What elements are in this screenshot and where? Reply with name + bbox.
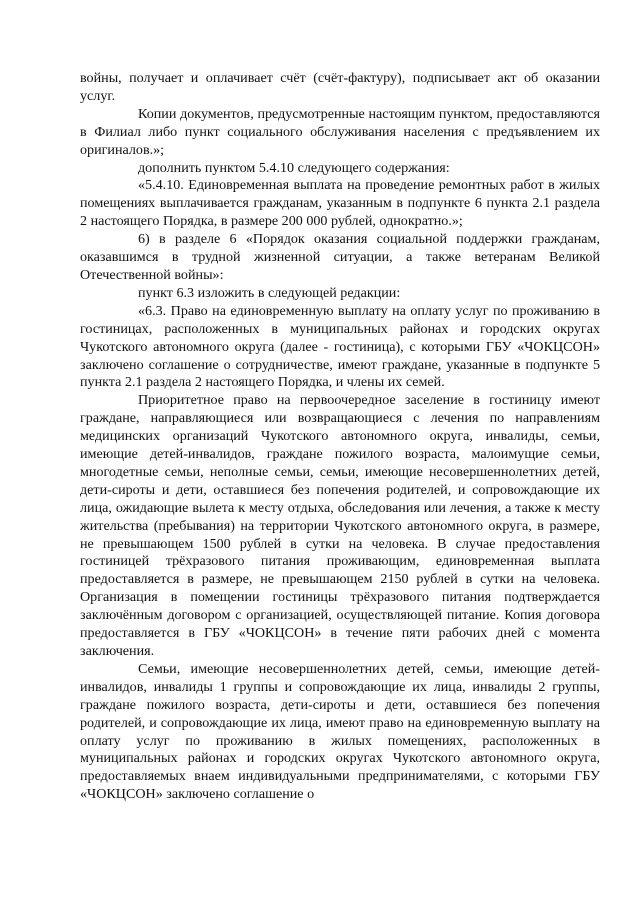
paragraph-point-5-4-10: «5.4.10. Единовременная выплата на проведение ремонтных работ в жилых помещениях выплачивается гражданам, указанным в подпункте 6 пункта 2.1 раздела 2 настоящего Порядка, в размере 200 000 рублей, однократно.»; — [80, 177, 600, 230]
paragraph-families-right: Семьи, имеющие несовершеннолетних детей, семьи, имеющие детей-инвалидов, инвалиды 1 группы и сопровождающие их лица, инвалиды 2 группы, граждане пожилого возраста, дети-сироты и дети, оставшиеся без попечения родителей, и сопровождающие их лица, имеют право на единовременную выплату на оплату услуг по проживанию в жилых помещениях, расположенных в муниципальных районах и городских округах Чукотского автономного округа, предоставляемых внаем индивидуальными предпринимателями, с которыми ГБУ «ЧОКЦСОН» заключено соглашение о — [80, 660, 600, 803]
document-page — [80, 70, 600, 804]
paragraph-section-6: 6) в разделе 6 «Порядок оказания социальной поддержки гражданам, оказавшимся в трудной жизненной ситуации, а также ветеранам Великой Отечественной войны»: — [80, 231, 600, 283]
paragraph-point-6-3: «6.3. Право на единовременную выплату на оплату услуг по проживанию в гостиницах, расположенных в муниципальных районах и городских округах Чукотского автономного округа (далее - гостиница), с которыми ГБУ «ЧОКЦСОН» заключено соглашение о сотрудничестве, имеют граждане, указанные в подпункте 5 пункта 2.1 раздела 2 настоящего Порядка, и члены их семей. — [80, 302, 600, 391]
paragraph-add-point-5-4-10: дополнить пунктом 5.4.10 следующего содержания: — [138, 159, 450, 176]
paragraph-copies-documents: Копии документов, предусмотренные настоящим пунктом, предоставляются в Филиал либо пункт социального обслуживания населения с предъявлением их оригиналов.»; — [80, 105, 600, 158]
paragraph-continuation: войны, получает и оплачивает счёт (счёт-фактуру), подписывает акт об оказании услуг. — [80, 70, 600, 104]
paragraph-point-6-3-intro: пункт 6.3 изложить в следующей редакции: — [138, 284, 401, 301]
paragraph-priority-right: Приоритетное право на первоочередное заселение в гостиницу имеют граждане, направляющиеся или возвращающиеся с лечения по направлениям медицинских организаций Чукотского автономного округа, инвалиды, семьи, имеющие детей-инвалидов, граждане пожилого возраста, малоимущие семьи, многодетные семьи, неполные семьи, семьи, имеющие несовершеннолетних детей, дети-сироты и дети, оставшиеся без попечения родителей, и сопровождающие их лица, ожидающие вылета к месту отдыха, обследования или лечения, а также к месту жительства (пребывания) на территории Чукотского автономного округа, в размере, не превышающем 1500 рублей в сутки на человека. В случае предоставления гостиницей трёхразового питания проживающим, единовременная выплата предоставляется в размере, не превышающем 2150 рублей в сутки на человека. Организация в помещении гостиницы трёхразового питания подтверждается заключённым договором с организацией, осуществляющей питание. Копия договора предоставляется в ГБУ «ЧОКЦСОН» в течение пяти рабочих дней с момента заключения. — [80, 392, 600, 659]
